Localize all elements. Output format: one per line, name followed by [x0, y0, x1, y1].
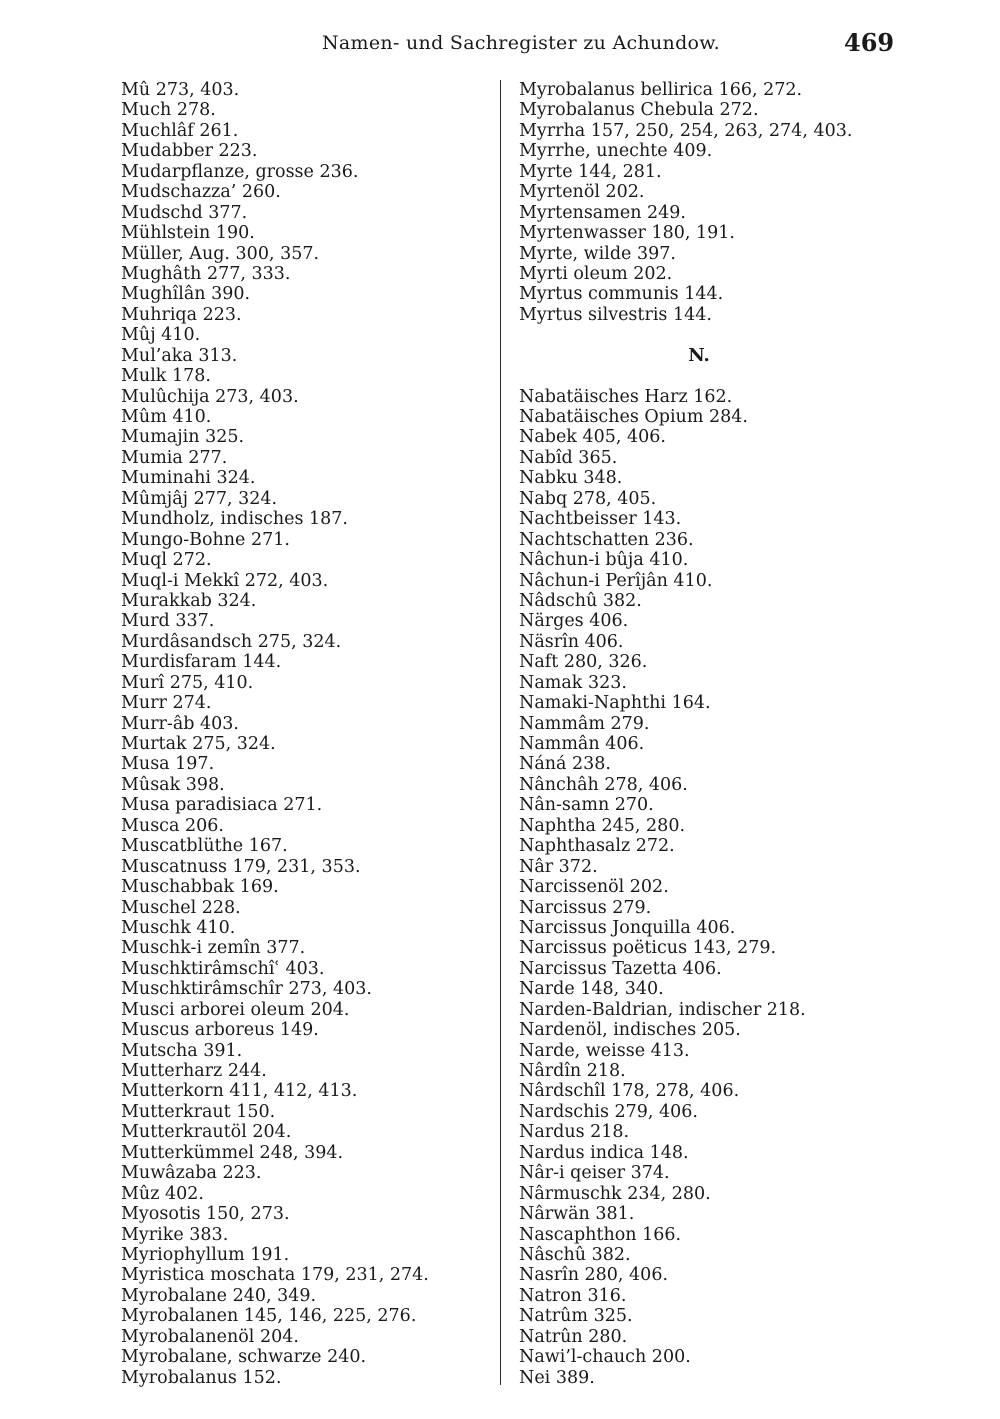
- index-entry: Mutterkorn 411, 412, 413.: [121, 1081, 358, 1102]
- index-entry: Narde 148, 340.: [519, 979, 664, 1000]
- index-entry: Mudarpflanze, grosse 236.: [121, 161, 359, 182]
- index-entry: Nabatäisches Opium 284.: [519, 407, 748, 428]
- index-entry: Muscatblüthe 167.: [121, 836, 288, 857]
- index-entry: Muql 272.: [121, 550, 212, 571]
- index-entry: Nardenöl, indisches 205.: [519, 1020, 741, 1041]
- index-entry: Myrrhe, unechte 409.: [519, 141, 713, 162]
- index-entry: Myrobalanus bellirica 166, 272.: [519, 80, 803, 100]
- index-entry: Mûz 402.: [121, 1183, 204, 1204]
- index-entry: Nabku 348.: [519, 468, 623, 489]
- index-entry: Nascaphthon 166.: [519, 1224, 682, 1245]
- index-entry: Muschktirâmschîr 273, 403.: [121, 979, 372, 1000]
- index-entry: Nâchun-i bûja 410.: [519, 550, 689, 571]
- index-entry: Namaki-Naphthi 164.: [519, 693, 711, 714]
- index-entry: Myriophyllum 191.: [121, 1244, 290, 1265]
- index-entry: Narcissus Jonquilla 406.: [519, 917, 736, 938]
- index-entry: Musa 197.: [121, 754, 215, 775]
- index-entry: Mutscha 391.: [121, 1040, 243, 1061]
- index-entry: Murî 275, 410.: [121, 672, 254, 693]
- index-entry: Narcissus poëticus 143, 279.: [519, 938, 777, 959]
- index-entry: Nârdschîl 178, 278, 406.: [519, 1081, 740, 1102]
- index-entry: Muchlâf 261.: [121, 120, 239, 141]
- index-entry: Nardus indica 148.: [519, 1142, 689, 1163]
- index-entry: Narde, weisse 413.: [519, 1040, 690, 1061]
- index-entry: Myrobalane, schwarze 240.: [121, 1347, 367, 1368]
- index-entry: Mulk 178.: [121, 366, 211, 387]
- index-entry: Mutterkümmel 248, 394.: [121, 1142, 344, 1163]
- index-entry: Narcissus Tazetta 406.: [519, 958, 722, 979]
- index-entry: Murtak 275, 324.: [121, 734, 276, 754]
- index-entry: Nawi’l-chauch 200.: [519, 1347, 691, 1368]
- index-entry: Narden-Baldrian, indischer 218.: [519, 999, 806, 1020]
- index-entry: Nânchâh 278, 406.: [519, 774, 688, 795]
- index-column-left: [121, 80, 429, 1388]
- index-entry: Nân-samn 270.: [519, 795, 654, 816]
- index-entry: Muhriqa 223.: [121, 304, 242, 325]
- index-entry: Muschktirâmschîʿ 403.: [121, 958, 325, 979]
- index-entry: Nachtschatten 236.: [519, 529, 694, 550]
- index-entry: Mühlstein 190.: [121, 223, 255, 244]
- running-title: Namen- und Sachregister zu Achundow.: [322, 32, 720, 54]
- index-entry: Müller, Aug. 300, 357.: [121, 243, 320, 264]
- column-divider: [500, 80, 501, 1385]
- index-entry: Myrobalane 240, 349.: [121, 1285, 317, 1306]
- index-entry: Myrtenöl 202.: [519, 182, 645, 203]
- index-entry: Murr-âb 403.: [121, 713, 239, 734]
- index-entry: Muwâzaba 223.: [121, 1163, 262, 1184]
- index-entry: Murd 337.: [121, 611, 215, 632]
- index-entry: Myosotis 150, 273.: [121, 1204, 290, 1225]
- index-group-n: [519, 387, 879, 1388]
- index-entry: Myrike 383.: [121, 1224, 229, 1245]
- index-entry: Mûmjâj 277, 324.: [121, 488, 278, 509]
- index-entry: Natron 316.: [519, 1285, 627, 1306]
- index-entry: Nachtbeisser 143.: [519, 509, 682, 530]
- index-entry: Much 278.: [121, 100, 216, 121]
- index-entry: Nâdschû 382.: [519, 590, 642, 611]
- index-entry: Nârwän 381.: [519, 1204, 635, 1225]
- index-entry: Mûsak 398.: [121, 774, 225, 795]
- index-entry: Nabatäisches Harz 162.: [519, 386, 733, 407]
- index-entry: Myrobalanen 145, 146, 225, 276.: [121, 1306, 417, 1327]
- index-entry: Nei 389.: [519, 1367, 595, 1388]
- index-entry: Mumajin 325.: [121, 427, 245, 448]
- index-entry: Myrtus silvestris 144.: [519, 304, 712, 325]
- index-group-m-continued: [519, 80, 879, 325]
- index-entry: Mûj 410.: [121, 325, 201, 346]
- index-entry: Mundholz, indisches 187.: [121, 509, 348, 530]
- index-entry: Muscus arboreus 149.: [121, 1020, 319, 1041]
- index-entry: Nardus 218.: [519, 1122, 630, 1143]
- index-entry: Myrtus communis 144.: [519, 284, 724, 305]
- index-entry: Narcissus 279.: [519, 897, 652, 918]
- index-entry: Naphtha 245, 280.: [519, 815, 686, 836]
- index-entry: Muschk-i zemîn 377.: [121, 938, 306, 959]
- index-entry: Mû 273, 403.: [121, 80, 240, 100]
- index-entry: Mulûchija 273, 403.: [121, 386, 299, 407]
- section-heading-n: N.: [688, 345, 710, 367]
- index-entry: Nardschis 279, 406.: [519, 1101, 698, 1122]
- index-entry: Musca 206.: [121, 815, 224, 836]
- index-entry: Nârmuschk 234, 280.: [519, 1183, 711, 1204]
- index-entry: Mûm 410.: [121, 407, 212, 427]
- index-entry: Naft 280, 326.: [519, 652, 648, 673]
- index-entry: Náná 238.: [519, 754, 611, 775]
- index-entry: Myristica moschata 179, 231, 274.: [121, 1265, 429, 1286]
- index-entry: Mutterharz 244.: [121, 1061, 267, 1081]
- index-entry: Narcissenöl 202.: [519, 877, 669, 898]
- index-entry: Nammân 406.: [519, 734, 645, 755]
- index-entry: Murr 274.: [121, 693, 212, 714]
- index-entry: Naphthasalz 272.: [519, 836, 675, 857]
- index-entry: Mudschazza’ 260.: [121, 182, 281, 203]
- index-entry: Natrûm 325.: [519, 1306, 633, 1327]
- index-entry: Nabîd 365.: [519, 447, 618, 468]
- index-entry: Mudabber 223.: [121, 141, 258, 162]
- page-number: 469: [844, 28, 895, 57]
- index-entry: Mungo-Bohne 271.: [121, 529, 290, 550]
- index-entry: Mutterkrautöl 204.: [121, 1122, 292, 1143]
- index-entry: Nâschû 382.: [519, 1244, 631, 1265]
- index-entry: Musa paradisiaca 271.: [121, 795, 323, 816]
- index-entry: Mutterkraut 150.: [121, 1101, 276, 1122]
- index-entry: Muschabbak 169.: [121, 877, 279, 898]
- index-entry: Murdâsandsch 275, 324.: [121, 631, 342, 652]
- index-entry: Nâr 372.: [519, 856, 598, 877]
- index-entry: Myrti oleum 202.: [519, 263, 673, 284]
- index-entry: Närges 406.: [519, 611, 629, 632]
- index-entry: Nabq 278, 405.: [519, 488, 657, 509]
- index-entry: Natrûn 280.: [519, 1326, 628, 1347]
- page-header: [0, 30, 1000, 60]
- index-entry: Näsrîn 406.: [519, 631, 624, 652]
- index-entry: Mudschd 377.: [121, 202, 248, 223]
- index-entry: Muschk 410.: [121, 917, 236, 938]
- index-entry: Mughâth 277, 333.: [121, 263, 291, 284]
- index-entry: Namak 323.: [519, 672, 627, 693]
- index-entry: Myrte, wilde 397.: [519, 243, 676, 264]
- index-entry: Murdisfaram 144.: [121, 652, 282, 673]
- index-entry: Mughîlân 390.: [121, 284, 251, 305]
- index-entry: Myrobalanus 152.: [121, 1367, 282, 1388]
- index-entry: Myrtensamen 249.: [519, 202, 686, 223]
- index-entry: Nabek 405, 406.: [519, 427, 666, 448]
- index-entry: Myrobalanus Chebula 272.: [519, 100, 759, 121]
- index-entry: Nasrîn 280, 406.: [519, 1265, 669, 1286]
- index-entry: Muminahi 324.: [121, 468, 256, 489]
- index-entry: Myrobalanenöl 204.: [121, 1326, 299, 1347]
- index-entry: Nâchun-i Perîjân 410.: [519, 570, 713, 591]
- index-entry: Nâr-i qeiser 374.: [519, 1163, 670, 1184]
- index-entry: Nammâm 279.: [519, 713, 650, 734]
- index-entry: Mul’aka 313.: [121, 345, 238, 366]
- index-entry: Muschel 228.: [121, 897, 241, 918]
- index-entry: Muql-i Mekkî 272, 403.: [121, 570, 329, 591]
- index-entry: Myrrha 157, 250, 254, 263, 274, 403.: [519, 120, 853, 141]
- index-column-right: [519, 80, 879, 1388]
- index-entry: Mumia 277.: [121, 447, 228, 468]
- index-entry: Murakkab 324.: [121, 590, 257, 611]
- index-entry: Musci arborei oleum 204.: [121, 999, 350, 1020]
- index-entry: Muscatnuss 179, 231, 353.: [121, 856, 361, 877]
- index-entry: Myrtenwasser 180, 191.: [519, 223, 735, 244]
- index-entry: Nârdîn 218.: [519, 1061, 626, 1082]
- index-entry: Myrte 144, 281.: [519, 161, 662, 182]
